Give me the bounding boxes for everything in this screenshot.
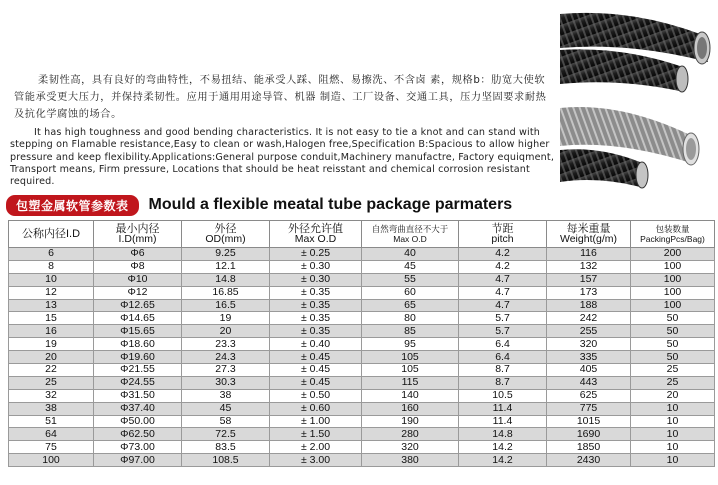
table-cell: 38 bbox=[9, 402, 94, 415]
table-cell: 75 bbox=[9, 441, 94, 454]
table-cell: 30.3 bbox=[182, 376, 270, 389]
table-cell: 95 bbox=[362, 338, 459, 351]
table-cell: ± 0.30 bbox=[270, 273, 362, 286]
table-cell: Φ12.65 bbox=[94, 299, 182, 312]
table-cell: Φ19.60 bbox=[94, 351, 182, 364]
table-cell: 4.7 bbox=[459, 273, 547, 286]
table-row bbox=[9, 441, 715, 454]
table-cell: 10 bbox=[631, 415, 715, 428]
table-cell: Φ18.60 bbox=[94, 338, 182, 351]
table-cell: ± 0.35 bbox=[270, 299, 362, 312]
table-cell: 16.5 bbox=[182, 299, 270, 312]
table-cell: 14.8 bbox=[459, 428, 547, 441]
table-cell: 25 bbox=[631, 376, 715, 389]
table-row bbox=[9, 389, 715, 402]
table-cell: 10 bbox=[631, 428, 715, 441]
col-header: 外径 OD(mm) bbox=[182, 221, 270, 248]
table-cell: 140 bbox=[362, 389, 459, 402]
table-cell: 5.7 bbox=[459, 312, 547, 325]
section-title bbox=[6, 195, 512, 215]
table-cell: 280 bbox=[362, 428, 459, 441]
table-cell: 105 bbox=[362, 351, 459, 364]
table-cell: 115 bbox=[362, 376, 459, 389]
table-cell: ± 0.35 bbox=[270, 312, 362, 325]
table-cell: 27.3 bbox=[182, 364, 270, 377]
table-cell: 13 bbox=[9, 299, 94, 312]
table-cell: 4.7 bbox=[459, 299, 547, 312]
section-title-cn-badge: 包塑金属软管参数表 bbox=[6, 195, 139, 216]
table-cell: 12.1 bbox=[182, 260, 270, 273]
table-cell: Φ24.55 bbox=[94, 376, 182, 389]
table-cell: 4.7 bbox=[459, 286, 547, 299]
col-header: 自然弯曲直径不大于 Max O.D bbox=[362, 221, 459, 248]
table-cell: 45 bbox=[182, 402, 270, 415]
flexible-metal-hose-icon bbox=[560, 4, 712, 192]
table-cell: 64 bbox=[9, 428, 94, 441]
table-cell: 242 bbox=[547, 312, 631, 325]
col-header: 包装数量 PackingPcs/Bag) bbox=[631, 221, 715, 248]
table-cell: 23.3 bbox=[182, 338, 270, 351]
table-cell: 25 bbox=[9, 376, 94, 389]
table-cell: 380 bbox=[362, 454, 459, 467]
col-header: 公称内径I.D bbox=[9, 221, 94, 248]
table-cell: 16 bbox=[9, 325, 94, 338]
table-cell: Φ62.50 bbox=[94, 428, 182, 441]
table-cell: ± 0.45 bbox=[270, 364, 362, 377]
table-cell: 443 bbox=[547, 376, 631, 389]
table-header-row bbox=[9, 221, 715, 248]
table-cell: ± 0.45 bbox=[270, 376, 362, 389]
table-row bbox=[9, 351, 715, 364]
table-cell: ± 0.45 bbox=[270, 351, 362, 364]
table-cell: 14.2 bbox=[459, 454, 547, 467]
product-photo bbox=[560, 4, 712, 192]
table-cell: Φ12 bbox=[94, 286, 182, 299]
table-cell: 50 bbox=[631, 338, 715, 351]
table-row bbox=[9, 286, 715, 299]
table-cell: 100 bbox=[631, 273, 715, 286]
table-cell: 85 bbox=[362, 325, 459, 338]
table-row bbox=[9, 402, 715, 415]
table-cell: 45 bbox=[362, 260, 459, 273]
table-cell: 11.4 bbox=[459, 415, 547, 428]
section-title-en: Mould a flexible meatal tube package parmaters bbox=[148, 196, 513, 213]
table-row bbox=[9, 260, 715, 273]
table-cell: Φ37.40 bbox=[94, 402, 182, 415]
table-cell: Φ97.00 bbox=[94, 454, 182, 467]
table-cell: ± 1.50 bbox=[270, 428, 362, 441]
table-cell: 72.5 bbox=[182, 428, 270, 441]
table-cell: ± 0.35 bbox=[270, 286, 362, 299]
table-cell: 188 bbox=[547, 299, 631, 312]
table-cell: 60 bbox=[362, 286, 459, 299]
table-cell: 116 bbox=[547, 248, 631, 261]
table-cell: 157 bbox=[547, 273, 631, 286]
table-cell: ± 0.60 bbox=[270, 402, 362, 415]
chinese-description: 柔韧性高，具有良好的弯曲特性，不易扭结、能承受人踩、阻燃、易擦洗、不含卤 素，规格b：肋宽大使软管能承受更大压力，并保持柔韧性。应用于通用用途导管、机器 制造、工厂设备、交通工具，压力坚固要求耐热及抗化学腐蚀的场合。 bbox=[14, 75, 547, 120]
table-cell: Φ15.65 bbox=[94, 325, 182, 338]
table-cell: 105 bbox=[362, 364, 459, 377]
table-cell: 14.8 bbox=[182, 273, 270, 286]
table-cell: ± 2.00 bbox=[270, 441, 362, 454]
table-cell: 100 bbox=[631, 286, 715, 299]
table-cell: 320 bbox=[547, 338, 631, 351]
table-cell: ± 0.25 bbox=[270, 248, 362, 261]
table-cell: 20 bbox=[631, 389, 715, 402]
table-cell: Φ50.00 bbox=[94, 415, 182, 428]
table-cell: 320 bbox=[362, 441, 459, 454]
table-row bbox=[9, 454, 715, 467]
table-cell: Φ73.00 bbox=[94, 441, 182, 454]
english-description: It has high toughness and good bending characteristics. It is not easy to tie a knot and can stand with stepping on Flamable resistance,Easy to clean or wash,Halogen free,Specification B:Spacious to allow higher pressure and keep flexibility.Applications:General purpose conduit,Machinery manufactre, Factory equiqment, Transport means, Firm pressure, Locations that should be heat reisstant and chemical corrosion resistant required. bbox=[10, 127, 555, 188]
table-cell: 50 bbox=[631, 312, 715, 325]
table-cell: ± 0.40 bbox=[270, 338, 362, 351]
table-row bbox=[9, 364, 715, 377]
table-row bbox=[9, 376, 715, 389]
col-header: 每米重量 Weight(g/m) bbox=[547, 221, 631, 248]
table-cell: 19 bbox=[182, 312, 270, 325]
table-cell: ± 1.00 bbox=[270, 415, 362, 428]
table-cell: 10 bbox=[9, 273, 94, 286]
table-body bbox=[9, 248, 715, 467]
table-cell: 20 bbox=[182, 325, 270, 338]
table-cell: 51 bbox=[9, 415, 94, 428]
table-cell: 100 bbox=[631, 260, 715, 273]
table-cell: 10 bbox=[631, 441, 715, 454]
table-cell: 1015 bbox=[547, 415, 631, 428]
table-cell: ± 0.35 bbox=[270, 325, 362, 338]
table-cell: 12 bbox=[9, 286, 94, 299]
table-row bbox=[9, 299, 715, 312]
table-cell: 40 bbox=[362, 248, 459, 261]
table-cell: ± 0.30 bbox=[270, 260, 362, 273]
table-cell: 1690 bbox=[547, 428, 631, 441]
table-cell: 405 bbox=[547, 364, 631, 377]
table-row bbox=[9, 338, 715, 351]
table-cell: 6.4 bbox=[459, 351, 547, 364]
table-row bbox=[9, 312, 715, 325]
table-cell: 80 bbox=[362, 312, 459, 325]
table-cell: 160 bbox=[362, 402, 459, 415]
table-cell: ± 0.50 bbox=[270, 389, 362, 402]
table-cell: 255 bbox=[547, 325, 631, 338]
col-header: 外径允许值 Max O.D bbox=[270, 221, 362, 248]
table-cell: Φ8 bbox=[94, 260, 182, 273]
table-cell: Φ14.65 bbox=[94, 312, 182, 325]
table-cell: 15 bbox=[9, 312, 94, 325]
table-cell: 38 bbox=[182, 389, 270, 402]
table-cell: 10 bbox=[631, 402, 715, 415]
table-row bbox=[9, 248, 715, 261]
table-cell: 100 bbox=[9, 454, 94, 467]
table-cell: 25 bbox=[631, 364, 715, 377]
col-header: 节距 pitch bbox=[459, 221, 547, 248]
table-cell: 22 bbox=[9, 364, 94, 377]
table-cell: 2430 bbox=[547, 454, 631, 467]
table-cell: 190 bbox=[362, 415, 459, 428]
spec-table bbox=[8, 220, 715, 467]
table-cell: 100 bbox=[631, 299, 715, 312]
table-row bbox=[9, 415, 715, 428]
table-cell: ± 3.00 bbox=[270, 454, 362, 467]
table-cell: 4.2 bbox=[459, 248, 547, 261]
table-cell: 132 bbox=[547, 260, 631, 273]
table-cell: 775 bbox=[547, 402, 631, 415]
table-cell: 65 bbox=[362, 299, 459, 312]
table-cell: 11.4 bbox=[459, 402, 547, 415]
table-cell: 24.3 bbox=[182, 351, 270, 364]
table-cell: 6.4 bbox=[459, 338, 547, 351]
table-cell: 173 bbox=[547, 286, 631, 299]
table-cell: 50 bbox=[631, 351, 715, 364]
table-cell: 58 bbox=[182, 415, 270, 428]
table-cell: 8 bbox=[9, 260, 94, 273]
table-cell: 10.5 bbox=[459, 389, 547, 402]
table-cell: 19 bbox=[9, 338, 94, 351]
table-cell: 9.25 bbox=[182, 248, 270, 261]
table-cell: 8.7 bbox=[459, 364, 547, 377]
table-cell: 625 bbox=[547, 389, 631, 402]
table-cell: 335 bbox=[547, 351, 631, 364]
table-cell: Φ31.50 bbox=[94, 389, 182, 402]
table-cell: 8.7 bbox=[459, 376, 547, 389]
table-cell: 108.5 bbox=[182, 454, 270, 467]
col-header: 最小内径 I.D(mm) bbox=[94, 221, 182, 248]
table-row bbox=[9, 273, 715, 286]
table-cell: Φ6 bbox=[94, 248, 182, 261]
table-cell: 6 bbox=[9, 248, 94, 261]
table-cell: 55 bbox=[362, 273, 459, 286]
table-cell: 1850 bbox=[547, 441, 631, 454]
table-row bbox=[9, 325, 715, 338]
table-cell: 32 bbox=[9, 389, 94, 402]
table-row bbox=[9, 428, 715, 441]
table-cell: 50 bbox=[631, 325, 715, 338]
table-cell: 5.7 bbox=[459, 325, 547, 338]
table-cell: 20 bbox=[9, 351, 94, 364]
table-cell: 200 bbox=[631, 248, 715, 261]
table-cell: 83.5 bbox=[182, 441, 270, 454]
table-cell: Φ10 bbox=[94, 273, 182, 286]
table-cell: 4.2 bbox=[459, 260, 547, 273]
table-cell: Φ21.55 bbox=[94, 364, 182, 377]
table-cell: 16.85 bbox=[182, 286, 270, 299]
table-cell: 14.2 bbox=[459, 441, 547, 454]
table-cell: 10 bbox=[631, 454, 715, 467]
